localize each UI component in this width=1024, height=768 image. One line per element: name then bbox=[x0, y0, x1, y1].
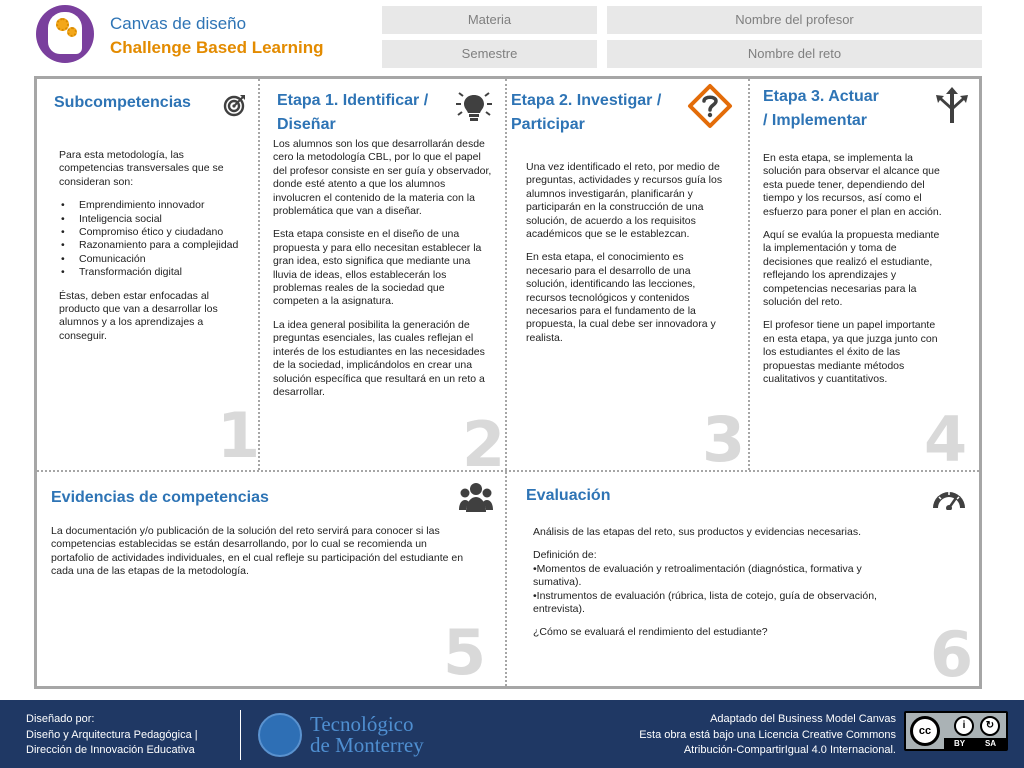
question-diamond-icon bbox=[687, 83, 733, 129]
block-number: 1 bbox=[217, 399, 261, 472]
block-text bbox=[526, 161, 732, 355]
title-line: Etapa 3. Actuar bbox=[763, 88, 879, 105]
profesor-field[interactable]: Nombre del profesor bbox=[607, 6, 982, 34]
competencias-list bbox=[59, 199, 245, 279]
cc-license-badge[interactable] bbox=[904, 711, 1008, 751]
cc-sa-label: SA bbox=[984, 739, 997, 748]
footer bbox=[0, 700, 1024, 768]
gear-small-icon bbox=[67, 27, 77, 37]
list-item: • Comunicación bbox=[59, 253, 245, 266]
cc-by-label: BY bbox=[953, 739, 966, 748]
block-title bbox=[763, 85, 879, 133]
speedometer-icon bbox=[931, 486, 967, 510]
paragraph: Aquí se evalúa la propuesta mediante la implementación y toma de decisiones que realizó el estudiante, reflejando los aprendizajes y competencias necesarias para la solución del reto. bbox=[763, 229, 940, 309]
license-line: Esta obra está bajo una Licencia Creative Commons bbox=[639, 728, 896, 741]
paragraph bbox=[533, 549, 913, 616]
title-line: Etapa 1. Identificar / bbox=[277, 92, 429, 109]
block-title bbox=[277, 89, 428, 137]
outro-text: Éstas, deben estar enfocadas al producto que van a desarrollar los alumnos y a los aprendizajes a conseguir. bbox=[59, 289, 218, 342]
block-evidencias[interactable] bbox=[37, 472, 505, 689]
cc-badge-bar bbox=[944, 738, 1006, 749]
target-icon bbox=[223, 93, 247, 117]
list-item: • Emprendimiento innovador bbox=[59, 199, 245, 212]
block-evaluacion[interactable] bbox=[507, 472, 979, 691]
block-title: Evaluación bbox=[526, 487, 611, 504]
paragraph: Una vez identificado el reto, por medio de preguntas, actividades y recursos guía los alumnos investigarán, planificarán y participarán en la construcción de una solución, de acuerdo a los requisitos académicos que se le establezcan. bbox=[526, 161, 723, 241]
tec-seal-icon bbox=[258, 713, 302, 757]
people-group-icon bbox=[459, 482, 493, 514]
title-line: Etapa 2. Investigar / bbox=[511, 92, 662, 109]
block-etapa-2[interactable] bbox=[507, 79, 748, 476]
license-text bbox=[639, 712, 896, 759]
split-arrows-icon bbox=[936, 87, 968, 123]
definition-item: •Momentos de evaluación y retroalimentación (diagnóstica, formativa y sumativa). bbox=[533, 562, 862, 589]
block-etapa-1[interactable] bbox=[260, 79, 506, 481]
designed-by-label: Diseñado por: bbox=[26, 713, 95, 725]
intro-text: Para esta metodología, las competencias transversales que se consideran son: bbox=[59, 149, 224, 188]
canvas-frame bbox=[34, 76, 982, 689]
block-number: 4 bbox=[924, 403, 968, 476]
tec-logo-text bbox=[310, 714, 424, 756]
block-text bbox=[763, 152, 949, 397]
title-line: / Implementar bbox=[763, 112, 868, 129]
title-line: Diseñar bbox=[277, 116, 336, 133]
paragraph: El profesor tiene un papel importante en esta etapa, ya que juzga junto con los estudiantes el éxito de las propuestas mediante métodos cualitativos y cuantitativos. bbox=[763, 319, 938, 386]
share-alike-icon: ↻ bbox=[980, 716, 1000, 736]
license-line: Adaptado del Business Model Canvas bbox=[710, 713, 896, 725]
designed-by bbox=[26, 712, 198, 759]
paragraph: En esta etapa, se implementa la solución para observar el alcance que esta puede tener, dependiendo del tiempo y los recursos, así como el esfuerzo para poner el plan en acción. bbox=[763, 152, 942, 218]
block-text bbox=[59, 149, 245, 343]
paragraph: Los alumnos son los que desarrollarán desde cero la metodología CBL, por lo que el papel del profesor consiste en ser guía y observador, donde esté atento a que los alumnos involucren el contenido de la materia con la problemática que van a diseñar. bbox=[273, 138, 492, 218]
list-item: • Transformación digital bbox=[59, 266, 245, 279]
block-text bbox=[273, 138, 493, 409]
definition-heading: Definición de: bbox=[533, 549, 597, 562]
block-number: 2 bbox=[462, 408, 506, 481]
designed-by-line: Dirección de Innovación Educativa bbox=[26, 744, 195, 756]
block-etapa-3[interactable] bbox=[750, 79, 979, 476]
cc-icon: cc bbox=[910, 716, 940, 746]
footer-separator bbox=[240, 710, 241, 760]
materia-field[interactable]: Materia bbox=[382, 6, 597, 34]
attribution-icon: i bbox=[954, 716, 974, 736]
list-item: • Razonamiento para a complejidad bbox=[59, 239, 245, 252]
block-subcompetencias[interactable] bbox=[37, 79, 261, 472]
tec-logo-line: de Monterrey bbox=[310, 733, 424, 757]
block-text bbox=[533, 526, 913, 650]
block-title: Subcompetencias bbox=[54, 94, 191, 111]
block-number: 6 bbox=[930, 618, 974, 691]
block-title: Evidencias de competencias bbox=[51, 489, 269, 506]
paragraph: Análisis de las etapas del reto, sus productos y evidencias necesarias. bbox=[533, 526, 862, 538]
list-item: • Inteligencia social bbox=[59, 213, 245, 226]
tec-logo-line: Tecnológico bbox=[310, 712, 414, 736]
paragraph: La idea general posibilita la generación de preguntas esenciales, las cuales reflejan el interés de los estudiantes en las necesidades de la sociedad, implicándolos en crear una solución específica que resultará en un reto a desarrollar. bbox=[273, 318, 485, 398]
block-number: 5 bbox=[443, 616, 487, 689]
designed-by-line: Diseño y Arquitectura Pedagógica | bbox=[26, 728, 198, 741]
license-line: Atribución-CompartirIgual 4.0 Internacional. bbox=[683, 744, 896, 756]
block-text: La documentación y/o publicación de la solución del reto servirá para conocer si las competencias establecidas se están desarrollando, por lo cual se recomienda un portafolio de actividades individuales, en el cual refleje su participación del estudiante en cada una de las etapas de la metodología. bbox=[51, 525, 464, 578]
app-subtitle: Challenge Based Learning bbox=[110, 38, 324, 57]
paragraph: En esta etapa, el conocimiento es necesario para el desarrollo de una solución, identificando las lecciones, recursos tecnológicos y contenidos necesarios para el fundamento de la propuesta, la cual debe ser innovadora y realista. bbox=[526, 251, 716, 344]
block-title bbox=[511, 89, 661, 137]
list-item: • Compromiso ético y ciudadano bbox=[59, 226, 245, 239]
app-title: Canvas de diseño bbox=[110, 14, 247, 33]
reto-field[interactable]: Nombre del reto bbox=[607, 40, 982, 68]
definition-item: •Instrumentos de evaluación (rúbrica, lista de cotejo, guía de observación, entrevista). bbox=[533, 589, 877, 616]
paragraph: ¿Cómo se evaluará el rendimiento del estudiante? bbox=[533, 626, 768, 639]
semestre-field[interactable]: Semestre bbox=[382, 40, 597, 68]
lightbulb-icon bbox=[454, 87, 494, 127]
block-number: 3 bbox=[702, 403, 746, 476]
title-line: Participar bbox=[511, 116, 585, 133]
paragraph: Esta etapa consiste en el diseño de una propuesta y para ello necesitan establecer la gran idea, esto significa que mediante una lluvia de ideas, ellos establecerán los problemas reales de la sociedad que competen a la asignatura. bbox=[273, 228, 482, 308]
